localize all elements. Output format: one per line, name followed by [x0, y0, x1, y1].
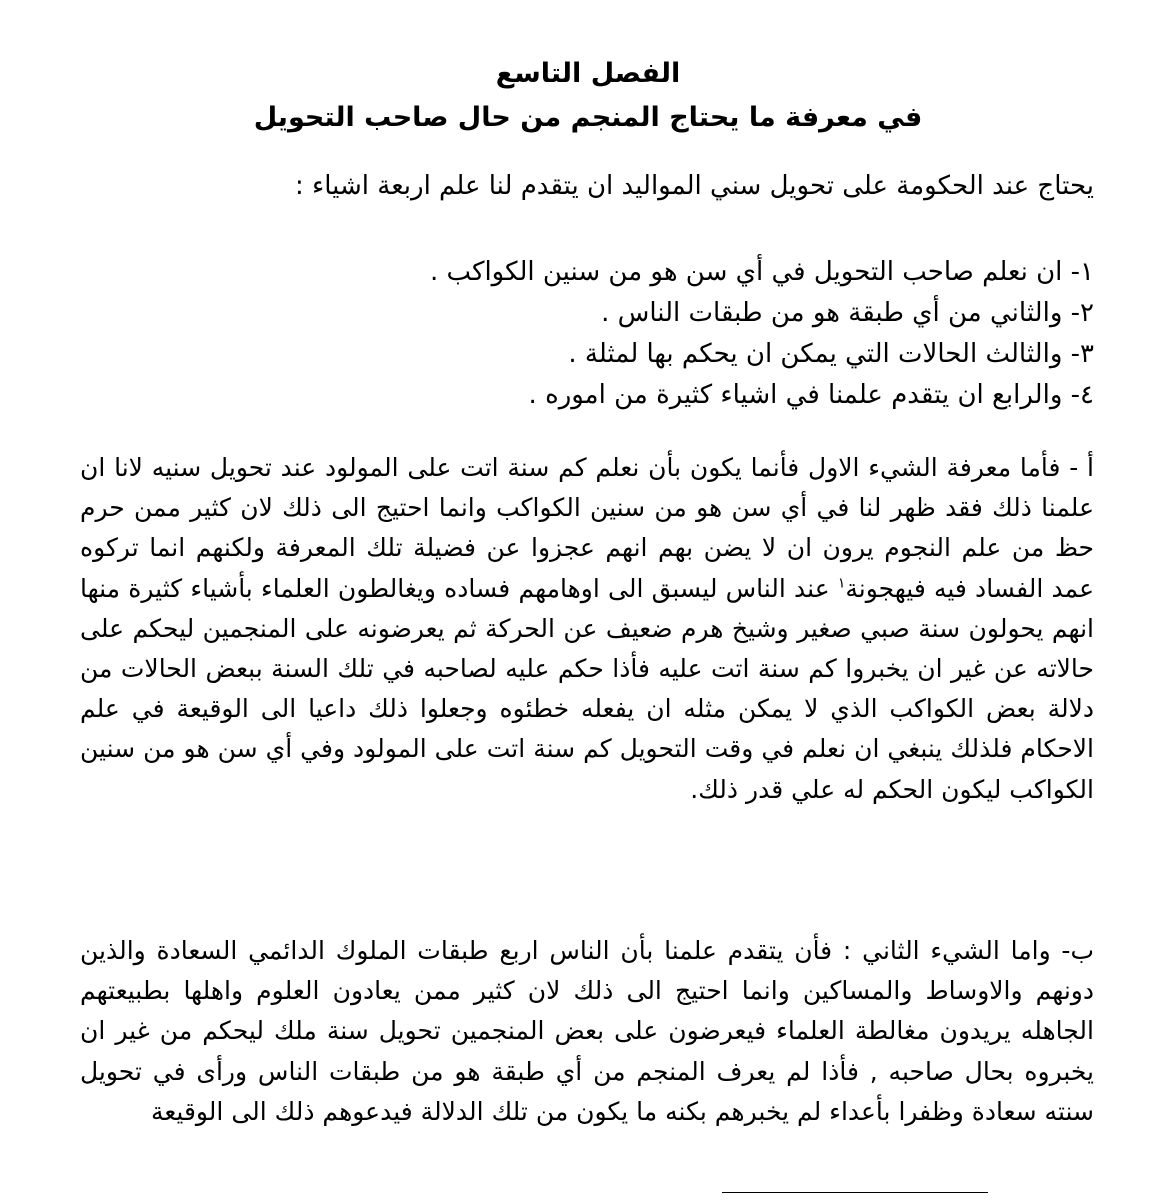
- chapter-subtitle: في معرفة ما يحتاج المنجم من حال صاحب التحويل: [253, 102, 923, 133]
- chapter-heading: [0, 52, 1176, 140]
- paragraph-first-thing: [80, 448, 1094, 810]
- intro-sentence: يحتاج عند الحكومة على تحويل سني المواليد ان يتقدم لنا علم اربعة اشياء :: [295, 171, 1094, 201]
- footnote-divider: [722, 1192, 988, 1193]
- chapter-title: الفصل التاسع: [495, 58, 681, 89]
- list-item: ٢- والثاني من أي طبقة هو من طبقات الناس .: [601, 298, 1094, 328]
- paragraph-second-thing: ب- واما الشيء الثاني : فأن يتقدم علمنا بأن الناس اربع طبقات الملوك الدائمي السعادة والذين دونهم والاوساط والمساكين وانما احتيج الى ذلك لان كثير ممن يعادون العلوم واهلها بطبيعتهم الجاهله يريدون مغالطة العلماء فيعرضون على بعض المنجمين تحويل سنة ملك ليحكم من غير ان يخبروه بحال صاحبه , فأذا لم يعرف المنجم من أي طبقة هو من طبقات الناس ورأى في تحويل سنته سعادة وظفرا بأعداء لم يخبرهم بكنه ما يكون من تلك الدلالة فيدعوهم ذلك الى الوقيعة: [80, 936, 1094, 1126]
- list-item: ٣- والثالث الحالات التي يمكن ان يحكم بها لمثلة .: [568, 339, 1094, 369]
- four-things-list: [430, 252, 1094, 416]
- footnote-marker: ١: [837, 575, 846, 592]
- list-item: ١- ان نعلم صاحب التحويل في أي سن هو من سنين الكواكب .: [430, 257, 1094, 287]
- list-item: ٤- والرابع ان يتقدم علمنا في اشياء كثيرة من اموره .: [528, 380, 1094, 410]
- paragraph-a-text-start: أ - فأما معرفة الشيء الاول فأنما يكون بأن نعلم كم سنة اتت على المولود عند تحويل سنيه لانا ان علمنا ذلك فقد ظهر لنا في أي سن هو من سنين الكواكب وانما احتيج الى ذلك لان كثير ممن حرم حظ من علم النجوم يرون ان لا يضن بهم انهم عجزوا عن فضيلة تلك المعرفة ولكنهم انما تركوه عمد الفساد فيه فيهجونة: [80, 453, 1094, 603]
- paragraph-a-text-end: عند الناس ليسبق الى اوهامهم فساده ويغالطون العلماء بأشياء كثيرة منها انهم يحولون سنة صبي صغير وشيخ هرم ضعيف عن الحركة ثم يعرضونه على المنجمين ليحكم على حالاته عن غير ان يخبروا كم سنة اتت عليه فأذا حكم عليه لصاحبه في تلك السنة ببعض الحالات من دلالة بعض الكواكب الذي لا يمكن مثله ان يفعله خطئوه وجعلوا ذلك داعيا الى الوقيعة في علم الاحكام فلذلك ينبغي ان نعلم في وقت التحويل كم سنة اتت على المولود وفي أي سن هو من سنين الكواكب ليكون الحكم له علي قدر ذلك.: [80, 573, 1094, 804]
